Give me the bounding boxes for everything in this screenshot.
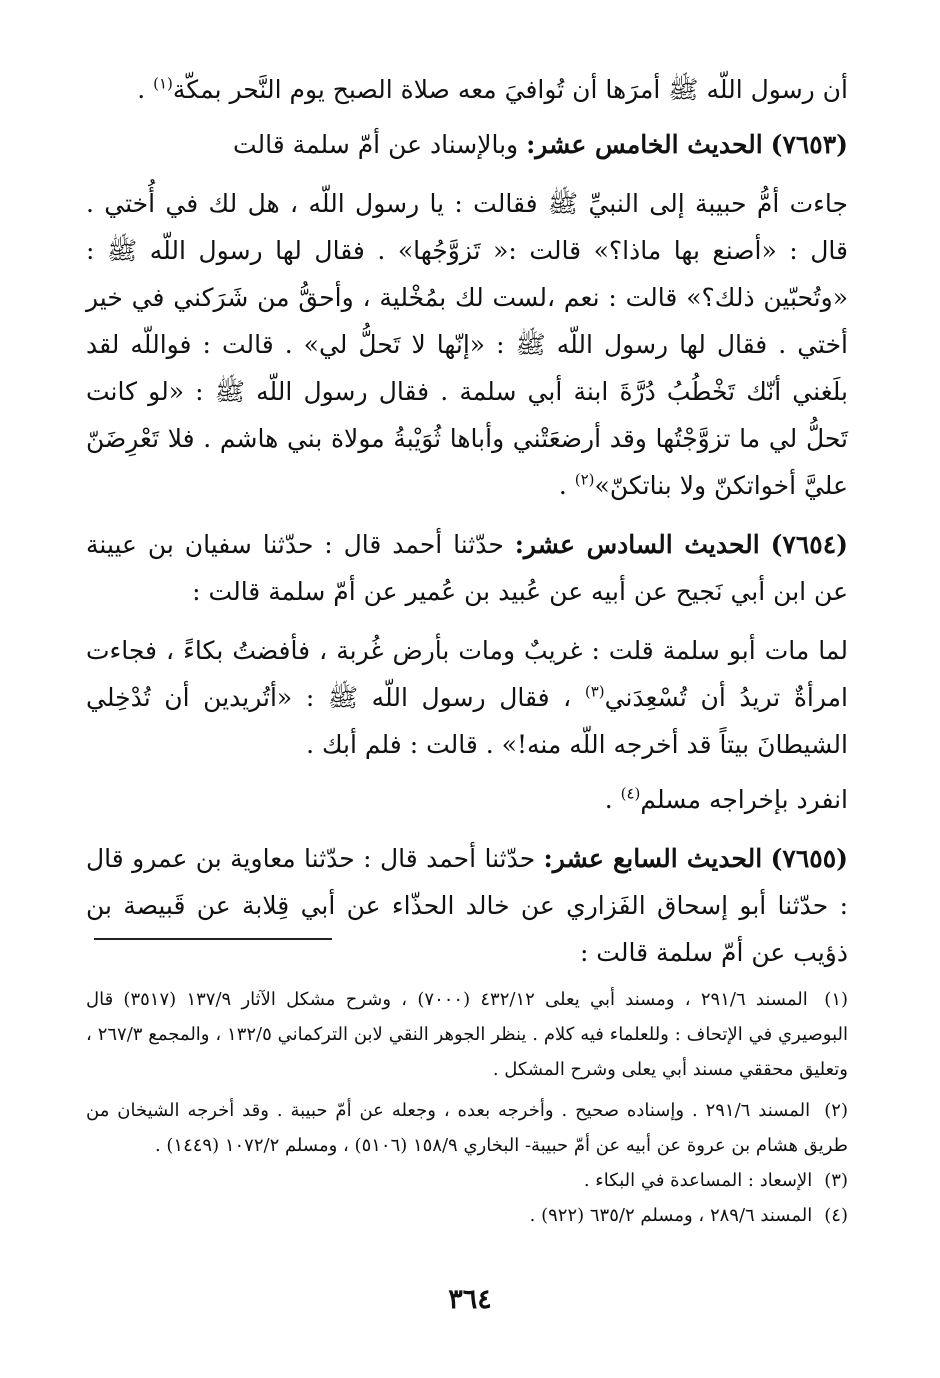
footnote-2: (٢) المسند ٢٩١/٦ . وإسناده صحيح . وأخرجه بعده ، وجعله عن أمّ حبيبة . وقد أخرجه الشيخان من طريق هشام بن عروة عن أبيه عن أمّ حبيبة- البخاري ١٥٨/٩ (٥١٠٦) ، ومسلم ١٠٧٢/٢ (١٤٤٩) . bbox=[86, 1100, 848, 1156]
hadith-heading-7654: (٧٦٥٤) الحديث السادس عشر: حدّثنا أحمد قال : حدّثنا سفيان بن عيينة عن ابن أبي نَجيح عن أبيه عن عُبيد بن عُمير عن أمّ سلمة قالت : bbox=[86, 530, 848, 606]
footnote-ref-3: (٣) bbox=[584, 682, 605, 701]
footnote-ref-4: (٤) bbox=[620, 784, 641, 803]
footnote-1: (١) المسند ٢٩١/٦ ، ومسند أبي يعلى ٤٣٢/١٢ (٧٠٠٠) ، وشرح مشكل الآثار ١٣٧/٩ (٣٥١٧) قال البوصيري في الإتحاف : وللعلماء فيه كلام . ينظر الجوهر النقي لابن التركماني ١٣٢/٥ ، والمجمع ٢٦٧/٣ ، وتعليق محققي مسند أبي يعلى وشرح المشكل . bbox=[86, 989, 849, 1080]
page-number: ٣٦٤ bbox=[448, 1284, 492, 1315]
hadith-heading-7653: (٧٦٥٣) الحديث الخامس عشر: وبالإسناد عن أمّ سلمة قالت bbox=[233, 130, 848, 159]
hadith-title: الحديث السادس عشر: bbox=[514, 530, 760, 559]
hadith-number: (٧٦٥٥) bbox=[770, 844, 848, 873]
footnotes bbox=[86, 982, 848, 1233]
hadith-number: (٧٦٥٣) bbox=[770, 130, 848, 159]
footnote-ref-2: (٢) bbox=[574, 470, 595, 489]
footnote-divider bbox=[94, 938, 332, 940]
hadith-heading-7655: (٧٦٥٥) الحديث السابع عشر: حدّثنا أحمد قال : حدّثنا معاوية بن عمرو قال : حدّثنا أبو إسحاق الفَزاري عن خالد الحذّاء عن أبي قِلابة عن قَبيصة بن ذؤيب عن أمّ سلمة قالت : bbox=[86, 844, 848, 967]
footnote-3: (٣) الإسعاد : المساعدة في البكاء . bbox=[583, 1170, 848, 1191]
hadith-text-7653: جاءت أمُّ حبيبة إلى النبيِّ ﷺ فقالت : يا رسول اللّه ، هل لك في أُختي . قال : «أصنع بها ماذا؟» قالت :« تَزوَّجُها» . فقال لها رسول اللّه ﷺ : «وتُحبّين ذلك؟» قالت : نعم ،لست لك بمُخْلية ، وأحقُّ من شَرَكني في خير أختي . فقال لها رسول اللّه ﷺ : «إنّها لا تَحلُّ لي» . قالت : فواللّه لقد بلَغني أنّك تَخْطُبُ دُرَّةَ ابنة أبي سلمة . فقال رسول اللّه ﷺ : «لو كانت تَحلُّ لي ما تزوَّجْتُها وقد أرضعَتْني وأباها ثُوَيْبةُ مولاة بني هاشم . فلا تَعْرِضَنّ عليَّ أخواتكنّ ولا بناتكنّ»$^{(٢)}$ . bbox=[86, 189, 848, 500]
hadith-number: (٧٦٥٤) bbox=[770, 530, 848, 559]
hadith-title: الحديث السابع عشر: bbox=[543, 844, 763, 873]
hadith-text-7654: لما مات أبو سلمة قلت : غريبٌ ومات بأرض غُربة ، فأفضتُ بكاءً ، فجاءت امرأةٌ تريدُ أن تُسْعِدَني$^{(٣)}$ ، فقال رسول اللّه ﷺ : «أتُريدين أن تُدْخِلي الشيطانَ بيتاً قد أخرجه اللّه منه!» . قالت : فلم أبك . bbox=[86, 636, 848, 759]
paragraph-continuation: أن رسول اللّه ﷺ أمرَها أن تُوافيَ معه صلاة الصبح يوم النَّحر بمكّة$^{(١)}$ . bbox=[137, 74, 848, 104]
footnote-ref-1: (١) bbox=[153, 74, 173, 93]
main-text bbox=[86, 66, 848, 976]
hadith-title: الحديث الخامس عشر: bbox=[526, 130, 763, 159]
footnote-4: (٤) المسند ٢٨٩/٦ ، ومسلم ٦٣٥/٢ (٩٢٢) . bbox=[529, 1205, 848, 1226]
hadith-note-7654: انفرد بإخراجه مسلم$^{(٤)}$ . bbox=[604, 784, 848, 814]
